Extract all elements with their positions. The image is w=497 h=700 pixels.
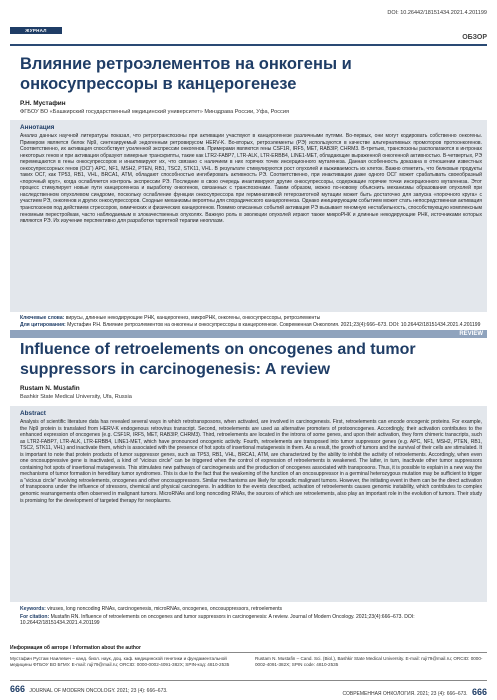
citation-value-ru: Мустафин Р.Н. Влияние ретроэлементов на онкогены и онкосупрессоры в канцерогенезе. Современная Онкология. 2021;23(4):666–673. DOI: 10.26442/18151434.2021.4.201199 <box>67 322 481 328</box>
journal-logo: ЖУРНАЛ СОВРЕМЕННОЙ <box>10 27 62 34</box>
keywords-value-ru: вирусы, длинные некодирующие РНК, канцерогенез, микроРНК, онкогены, онкосупрессоры, ретроэлементы <box>65 315 321 321</box>
footer-right <box>342 687 487 697</box>
affiliation-en: Bashkir State Medical University, Ufa, Russia <box>20 394 132 400</box>
article-title-en: Influence of retroelements on oncogenes and tumor suppressors in carcinogenesis: A review <box>20 341 416 378</box>
citation-label-en: For citation: <box>20 614 50 620</box>
author-info-rule <box>10 652 487 653</box>
author-info-ru: Мустафин Рустам Наилевич – канд. биол. наук, доц. каф. медицинской генетики и фундаментальной медицины ФГБОУ ВО БГМУ. E-mail: ruji79@mail.ru; ORCID: 0000-0002-4091-382X; SPIN-код: 4810-2535 <box>10 656 230 667</box>
doi-text: DOI: 10.26442/18151434.2021.4.201199 <box>387 10 487 16</box>
abstract-text-ru: Анализ данных научной литературы показал, что ретротранспозоны при активации участвуют в канцерогенезе различными путями. Во-первых, они могут кодировать собственно онкогены. Примером является белок Np9, синтезируемый эндогенным ретровирусом HERV-K. Во-вторых, ретроэлементы (РЭ) используются в качестве альтернативных промоторов протоонкогенов. Соответственно, их активация способствует усиленной экспрессии онкогенов. Примерами являются гены CSF1R, IRF5, MET, RAB3IP, CHRM3. В-третьих, транспозоны располагаются в интронах некоторых генов и при активации образуют химерные транскрипты, такие как LTR2-FABP7, LTR-ALK, LTR-ERBB4, LINE1-MET, обладающие выраженной онкогенной активностью. В-четвертых, РЭ перемещаются в гены онкосупрессоров и инактивируют их, что связано с наличием в них горячих точек инсерционного мутагенеза. Данная особенность доказана в отношении известных онкосупрессорных генов (ОСГ) APC, NF1, MSH2, PTEN, RB1, TSC2, STK11, VHL. В результате стимулируются рост опухолей и выживаемость их клеток. Важно отметить, что белковые продукты таких ОСГ, как TP53, RB1, VHL, BRCA1, ATM, обладают способностью ингибировать активность РЭ. Соответственно, при инактивации даже одного ОСГ может срабатывать своеобразный «порочный круг», когда ослабляется контроль экспрессии РЭ. Последние в свою очередь инактивируют другие онкосупрессоры, содержащие горячие точки инсерционного мутагенеза. Этот процесс стимулирует новые пути канцерогенеза и выработку онкогенов, связанных с транспозонами. Таким образом, можно по-новому объяснить механизмы образования опухолей при наследственном опухолевом синдроме, поскольку ослабление функции онкосупрессора при герминативной гетерозиготной мутации может быть достаточно для запуска «порочного круга» с участием РЭ, онкогенов и других онкосупрессоров. Сходные механизмы вероятны для спорадического канцерогенеза. Однако инициирующим событием может стать непосредственная активация транспозонов под действием стрессоров, химических и физических канцерогенов. Помимо описанных событий активация РЭ вызывает геномную нестабильность, способствующую комплексным геномным перестройкам, часто наблюдаемым в злокачественных опухолях. Важную роль в эволюции опухолей играют также микроРНК и длинные некодирующие РНК, источниками которых являются РЭ. Их изучение перспективно для разработки таргетной терапии неоплазм. <box>20 133 482 225</box>
author-info-heading: Информация об авторе / Information about the author <box>10 645 141 651</box>
citation-en <box>20 614 482 627</box>
author-en: Rustam N. Mustafin <box>20 385 80 392</box>
author-ru: Р.Н. Мустафин <box>20 100 66 107</box>
keywords-label-en: Keywords: <box>20 606 46 612</box>
article-title-ru: Влияние ретроэлементов на онкогены и онкосупрессоры в канцерогенезе <box>20 55 352 93</box>
keywords-label-ru: Ключевые слова: <box>20 315 65 321</box>
abstract-heading-ru: Аннотация <box>20 124 55 131</box>
section-label-en: REVIEW <box>459 331 483 337</box>
footer-left <box>10 684 168 694</box>
citation-ru <box>20 322 482 328</box>
abstract-text-en: Analysis of scientific literature data has revealed several ways in which retrotransposons, when activated, are involved in carcinogenesis. First, retroelements can encode oncogenic proteins. For example, the Np9 protein is translated from HERV-K endogenous retrovirus transcript. Second, retroelements are used as alternative promoters of protooncogenes. Accordingly, their activation contributes to the enhanced expression of oncogenes (e.g. CSF1R, IRF5, MET, RAB3IP, CHRM3). Third, retroelements are located in the introns of some genes, and upon their activation, they form chimeric transcripts, such as LTR2-FABP7, LTR-ALK, LTR-ERBB4, LINE1-MET, which have pronounced oncogenic activity. Fourth, retroelements are transposed into tumor suppressor genes (e.g. APC, NF1, MSH2, PTEN, RB1, TSC2, STK11, VHL) and inactivate them, which is associated with the presence of hot spots of insertional mutagenesis in them. As a result, the growth of tumors and the survival of their cells are stimulated. It is important to note that protein products of tumor suppressor genes, such as TP53, RB1, VHL, BRCA1, ATM, are characterized by the ability to inhibit the activity of retroelements. Accordingly, when even one oncosuppressive gene is inactivated, a kind of “vicious circle” can be triggered when the control of expression of retroelements is weakened. The latter, in turn, inactivate other tumor suppressors containing hot spots of insertional mutagenesis. This stimulates new pathways of carcinogenesis and the production of oncogenes associated with transposons. Thus, it is possible to explain in a new way the mechanisms of tumor formation in hereditary tumor syndromes. This is due to the fact that the weakening of the function of an oncosuppressor in a germinal heterozygous mutation may be sufficient to trigger a “vicious circle” involving retroelements, oncogenes and other oncosuppressors. Similar mechanisms are likely for sporadic malignant tumors. However, the initiating event in them can be the direct activation of transposons under the influence of stressors, chemical and physical carcinogens. In addition to the events described, activation of retroelements causes genomic instability, which contributes to complex genomic rearrangements often observed in malignant tumors. MicroRNAs and long noncoding RNAs, the sources of which are retroelements, also play an important role in the evolution of tumors. Their study is promising for the development of targeted therapy for neoplasms. <box>20 419 483 504</box>
page-number-left: 666 <box>10 684 26 694</box>
footer-journal-ru: СОВРЕМЕННАЯ ОНКОЛОГИЯ. 2021; 23 (4): 666–673. <box>342 691 468 697</box>
citation-value-en: Mustafin RN. Influence of retroelements on oncogenes and tumor suppressors in carcinogenesis: A review. Journal of Modern Oncology. 2021;23(4):666–673. DOI: 10.26442/18151434.2021.4.201199 <box>20 614 415 627</box>
author-info-en: Rustam N. Mustafin – Cand. Sci. (Biol.), Bashkir State Medical University. E-mail: ruji79@mail.ru; ORCID: 0000-0002-4091-382X; SPIN code: 4810-2535 <box>255 656 483 667</box>
keywords-en <box>20 606 482 612</box>
abstract-heading-en: Abstract <box>20 410 46 417</box>
section-label-ru: ОБЗОР <box>462 34 487 41</box>
keywords-ru <box>20 315 482 321</box>
review-band <box>10 330 487 338</box>
footer-rule <box>10 680 487 681</box>
keywords-value-en: viruses, long noncoding RNAs, carcinogenesis, microRNAs, oncogenes, oncosuppressors, retroelements <box>47 606 283 612</box>
affiliation-ru: ФГБОУ ВО «Башкирский государственный медицинский университет» Минздрава России, Уфа, Россия <box>20 109 290 115</box>
citation-label-ru: Для цитирования: <box>20 322 66 328</box>
page-number-right: 666 <box>471 687 487 697</box>
header-rule <box>10 44 487 46</box>
footer-journal-en: JOURNAL OF MODERN ONCOLOGY. 2021; 23 (4): 666–673. <box>29 688 168 694</box>
